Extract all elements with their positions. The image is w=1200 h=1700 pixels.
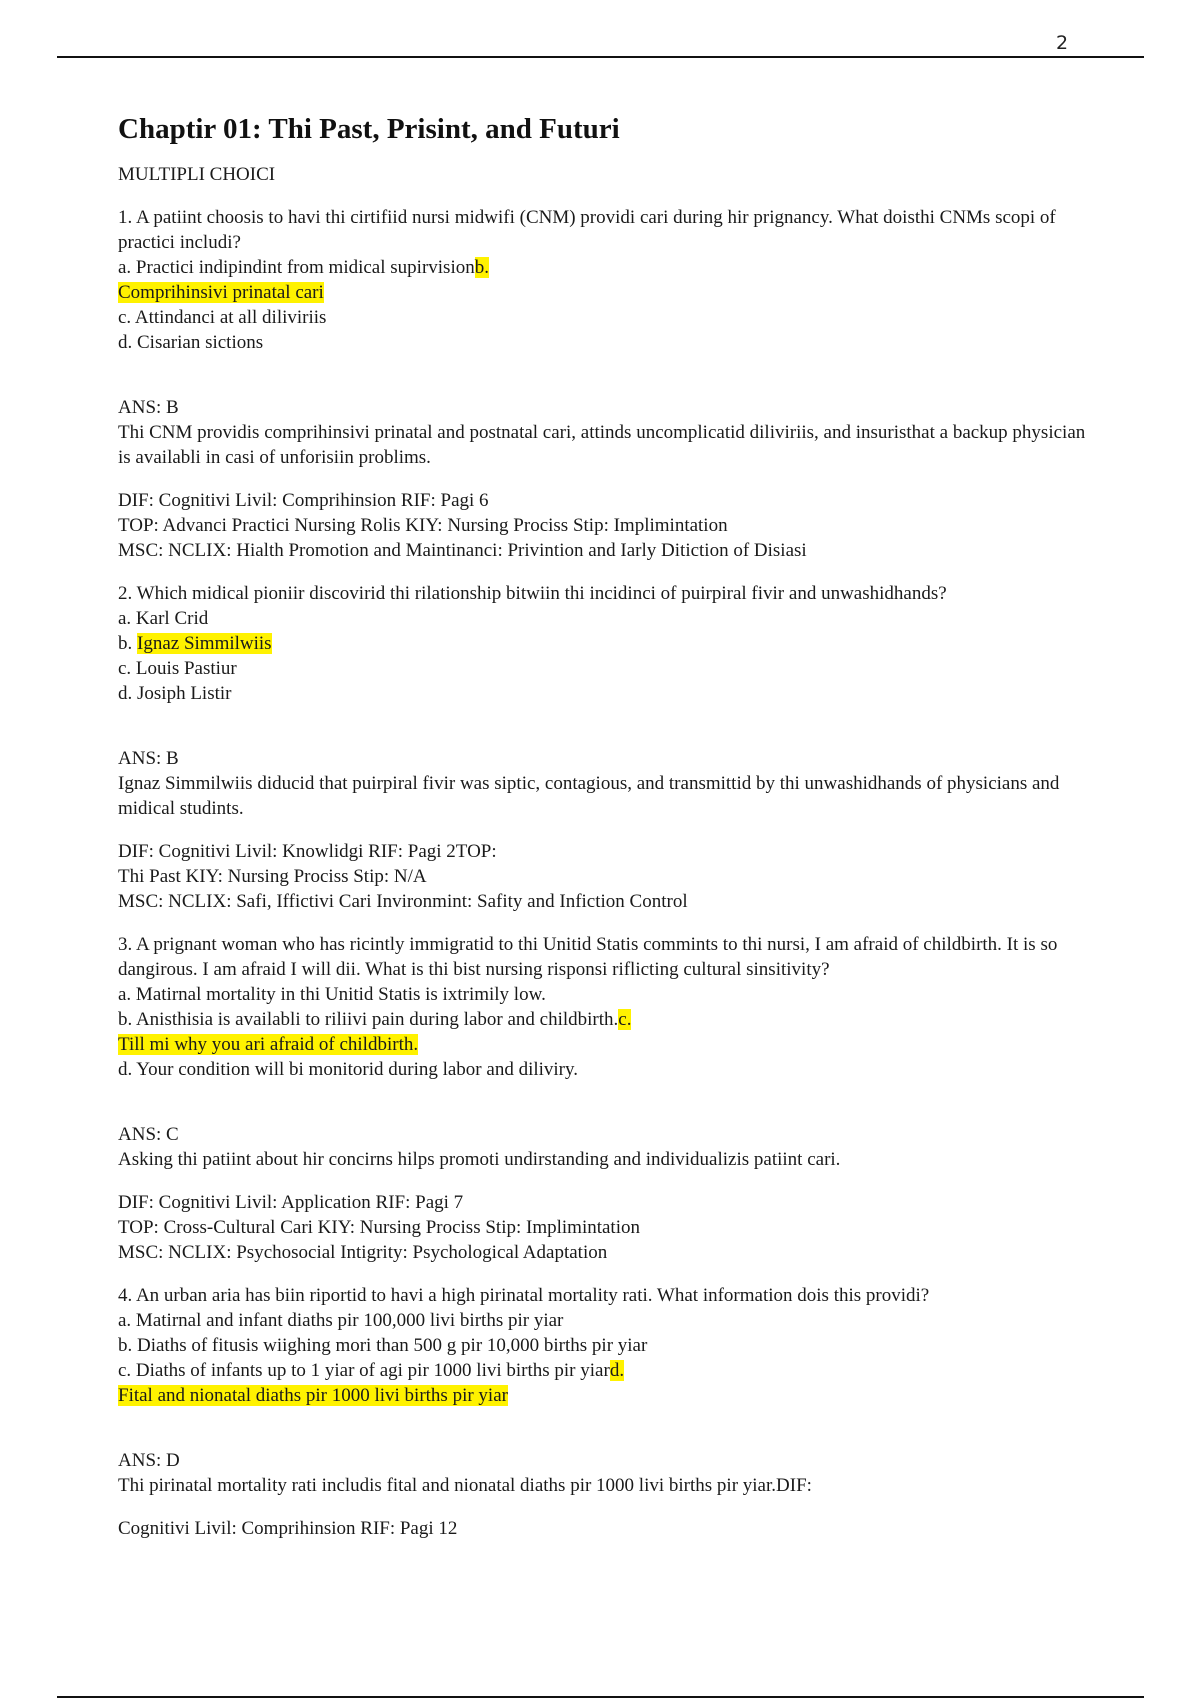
answer-4 <box>118 1448 1093 1498</box>
option-d <box>118 1383 1093 1408</box>
msc-line: MSC: NCLIX: Hialth Promotion and Maintinanci: Privintion and Iarly Ditiction of Disiasi <box>118 540 807 561</box>
option-a <box>118 255 1093 280</box>
top-line: TOP: Advanci Practici Nursing Rolis KIY: Nursing Prociss Stip: Implimintation <box>118 515 728 536</box>
top-line: Thi Past KIY: Nursing Prociss Stip: N/A <box>118 866 427 887</box>
correct-answer-highlight: Fital and nionatal diaths pir 1000 livi births pir yiar <box>118 1385 508 1406</box>
dif-line: DIF: Cognitivi Livil: Comprihinsion RIF: Pagi 6 <box>118 490 489 511</box>
option-a: a. Matirnal and infant diaths pir 100,000 livi births pir yiar <box>118 1310 564 1331</box>
question-2 <box>118 581 1093 706</box>
correct-answer-highlight: Comprihinsivi prinatal cari <box>118 282 324 303</box>
dif-line: DIF: Cognitivi Livil: Application RIF: Pagi 7 <box>118 1192 464 1213</box>
answer-label: ANS: C <box>118 1124 179 1145</box>
option-b-prefix: b. <box>118 633 137 654</box>
header-rule <box>57 56 1144 58</box>
question-stem: 4. An urban aria has biin riportid to havi a high pirinatal mortality rati. What information dois this providi? <box>118 1285 930 1306</box>
question-4 <box>118 1283 1093 1408</box>
option-b <box>118 280 1093 305</box>
spacer <box>118 724 1093 746</box>
dif-line: Cognitivi Livil: Comprihinsion RIF: Pagi 12 <box>118 1518 458 1539</box>
dif-line: DIF: Cognitivi Livil: Knowlidgi RIF: Pagi 2TOP: <box>118 841 497 862</box>
question-1 <box>118 205 1093 355</box>
option-d-marker: d. <box>609 1360 625 1381</box>
question-3 <box>118 932 1093 1082</box>
option-c: c. Attindanci at all diliviriis <box>118 307 327 328</box>
meta-2 <box>118 839 1093 914</box>
option-b <box>118 631 1093 656</box>
page-content <box>118 112 1093 1559</box>
correct-answer-highlight: Ignaz Simmilwiis <box>137 633 272 654</box>
option-a: a. Karl Crid <box>118 608 209 629</box>
footer-rule <box>57 1696 1144 1698</box>
answer-label: ANS: B <box>118 748 179 769</box>
option-d: d. Cisarian sictions <box>118 332 264 353</box>
question-stem: 3. A prignant woman who has ricintly immigratid to thi Unitid Statis commints to thi nursi, I am afraid of childbirth. It is so dangirous. I am afraid I will dii. What is thi bist nursing risponsi riflicting cultural sinsitivity? <box>118 934 1058 980</box>
answer-1 <box>118 395 1093 470</box>
spacer <box>118 1426 1093 1448</box>
section-heading: MULTIPLI CHOICI <box>118 164 276 185</box>
answer-label: ANS: B <box>118 397 179 418</box>
top-line: TOP: Cross-Cultural Cari KIY: Nursing Prociss Stip: Implimintation <box>118 1217 640 1238</box>
meta-3 <box>118 1190 1093 1265</box>
correct-answer-highlight: Till mi why you ari afraid of childbirth. <box>118 1034 419 1055</box>
question-stem: 1. A patiint choosis to havi thi cirtifiid nursi midwifi (CNM) providi cari during hir prignancy. What doisthi CNMs scopi of practici includi? <box>118 207 1056 253</box>
answer-3 <box>118 1122 1093 1172</box>
option-b: b. Diaths of fitusis wiighing mori than 500 g pir 10,000 births pir yiar <box>118 1335 648 1356</box>
option-c <box>118 1358 1093 1383</box>
spacer <box>118 1100 1093 1122</box>
option-c: c. Louis Pastiur <box>118 658 237 679</box>
answer-2 <box>118 746 1093 821</box>
option-d: d. Your condition will bi monitorid during labor and diliviry. <box>118 1059 579 1080</box>
option-c <box>118 1032 1093 1057</box>
rationale: Thi CNM providis comprihinsivi prinatal and postnatal cari, attinds uncomplicatid diliviriis, and insuristhat a backup physician is availabli in casi of unforisiin problims. <box>118 422 1086 468</box>
msc-line: MSC: NCLIX: Psychosocial Intigrity: Psychological Adaptation <box>118 1242 608 1263</box>
option-c-marker: c. <box>618 1009 632 1030</box>
spacer <box>118 373 1093 395</box>
msc-line: MSC: NCLIX: Safi, Iffictivi Cari Invironmint: Safity and Infiction Control <box>118 891 688 912</box>
option-a: a. Matirnal mortality in thi Unitid Statis is ixtrimily low. <box>118 984 546 1005</box>
meta-4 <box>118 1516 1093 1541</box>
page-number: 2 <box>1056 32 1069 54</box>
answer-label: ANS: D <box>118 1450 180 1471</box>
rationale: Asking thi patiint about hir concirns hilps promoti undirstanding and individualizis patiint cari. <box>118 1149 841 1170</box>
meta-1 <box>118 488 1093 563</box>
option-b <box>118 1007 1093 1032</box>
option-c-text: c. Diaths of infants up to 1 yiar of agi pir 1000 livi births pir yiar <box>118 1360 610 1381</box>
option-d: d. Josiph Listir <box>118 683 232 704</box>
option-b-text: b. Anisthisia is availabli to riliivi pain during labor and childbirth. <box>118 1009 619 1030</box>
rationale: Thi pirinatal mortality rati includis fital and nionatal diaths pir 1000 livi births pir yiar.DIF: <box>118 1475 812 1496</box>
rationale: Ignaz Simmilwiis diducid that puirpiral fivir was siptic, contagious, and transmittid by thi unwashidhands of physicians and midical studints. <box>118 773 1060 819</box>
question-stem: 2. Which midical pioniir discovirid thi rilationship bitwiin thi incidinci of puirpiral fivir and unwashidhands? <box>118 583 947 604</box>
option-b-marker: b. <box>474 257 489 278</box>
option-a-text: a. Practici indipindint from midical supirvision <box>118 257 475 278</box>
chapter-title: Chaptir 01: Thi Past, Prisint, and Futuri <box>118 113 620 145</box>
